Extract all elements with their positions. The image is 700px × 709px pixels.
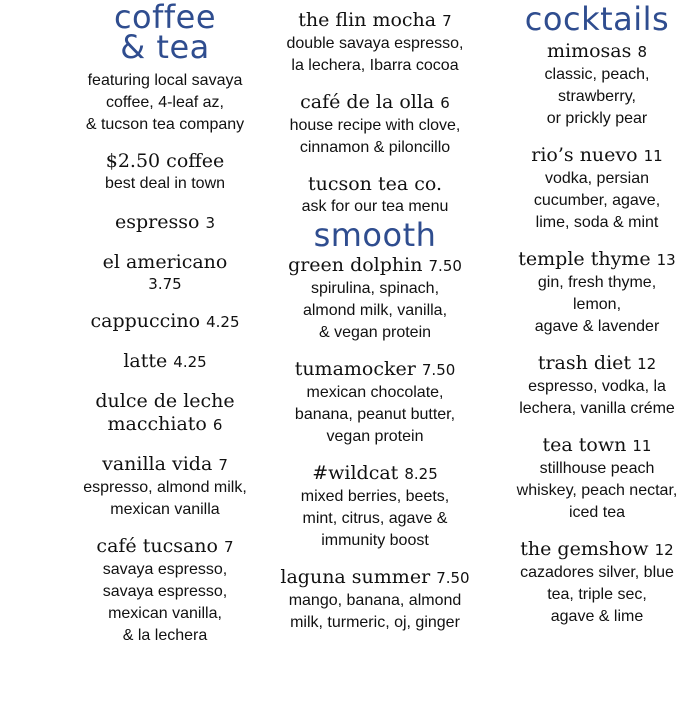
item-desc: spirulina, spinach, (310, 280, 440, 297)
menu-item-green-dolphin (263, 254, 487, 278)
item-name: the gemshow (520, 538, 649, 560)
item-desc: savaya espresso, (102, 583, 228, 600)
menu-item-cappuccino (50, 310, 280, 334)
item-name: macchiato (107, 413, 207, 435)
menu-item-rios-nuevo (494, 144, 700, 168)
item-price: 7.50 (421, 361, 456, 379)
item-desc: classic, peach, (544, 66, 650, 83)
item-price: 8.25 (404, 465, 438, 483)
menu-item-the-gemshow (494, 538, 700, 562)
menu-item-americano: el americano (102, 251, 228, 273)
item-price: 7.50 (428, 257, 462, 275)
item-name: tumamocker (294, 358, 416, 380)
deal-name: $2.50 coffee (105, 150, 225, 172)
item-desc: mexican chocolate, (306, 384, 444, 401)
item-desc: mexican vanilla (110, 501, 220, 518)
item-price: 3 (205, 214, 216, 232)
item-desc: lechera, vanilla créme (519, 400, 675, 417)
item-name: vanilla vida (102, 453, 213, 475)
item-price: 12 (637, 355, 657, 373)
menu-item-tumamocker (263, 358, 487, 382)
item-name: trash diet (537, 352, 632, 374)
item-desc: espresso, vodka, la (528, 378, 666, 395)
menu-item-tucson-tea: tucson tea co. (307, 173, 442, 195)
cocktails-heading: cocktails (524, 0, 670, 38)
deal-desc: best deal in town (104, 175, 226, 192)
item-price: 7 (218, 456, 228, 474)
item-desc: agave & lime (550, 608, 644, 625)
item-name: café tucsano (96, 535, 218, 557)
menu-item-flin-mocha (263, 9, 487, 33)
item-desc: mexican vanilla, (108, 605, 222, 622)
item-price: 12 (654, 541, 674, 559)
item-desc: savaya espresso, (102, 561, 228, 578)
menu-item-temple-thyme (494, 248, 700, 272)
item-price: 3.75 (148, 275, 182, 293)
menu-item-latte (50, 350, 280, 374)
item-name: laguna summer (280, 566, 431, 588)
menu-item-wildcat (263, 462, 487, 486)
menu-item-tea-town (494, 434, 700, 458)
item-price: 6 (440, 94, 450, 112)
tea-heading: & tea (120, 28, 210, 66)
item-name: mimosas (547, 40, 632, 62)
item-price: 7 (224, 538, 234, 556)
smooth-heading: smooth (313, 216, 437, 254)
item-desc: house recipe with clove, (289, 117, 461, 134)
menu-item-cafe-tucsano (50, 535, 280, 559)
item-desc: & la lechera (122, 627, 208, 644)
intro-line: & tucson tea company (85, 116, 245, 133)
item-desc: ask for our tea menu (301, 198, 449, 215)
item-desc: cucumber, agave, (533, 192, 661, 209)
specialty-smooth-column (263, 0, 487, 634)
item-desc: cazadores silver, blue (520, 564, 674, 581)
item-desc: vodka, persian (544, 170, 650, 187)
item-desc: whiskey, peach nectar, (516, 482, 678, 499)
item-name: espresso (114, 211, 200, 233)
item-desc: & vegan protein (318, 324, 432, 341)
item-desc: banana, peanut butter, (294, 406, 456, 423)
item-desc: tea, triple sec, (547, 586, 647, 603)
item-desc: stillhouse peach (539, 460, 655, 477)
item-desc: la lechera, Ibarra cocoa (291, 57, 459, 74)
item-desc: mixed berries, beets, (300, 488, 450, 505)
menu-item-trash-diet (494, 352, 700, 376)
item-price: 7 (442, 12, 452, 30)
item-desc: gin, fresh thyme, (537, 274, 657, 291)
item-price: 6 (212, 416, 223, 434)
item-desc: espresso, almond milk, (83, 479, 247, 496)
item-price: 8 (637, 43, 647, 61)
menu-item-dulce-line2 (50, 413, 280, 437)
menu-item-laguna-summer (263, 566, 487, 590)
item-desc: vegan protein (326, 428, 424, 445)
coffee-tea-column (50, 0, 280, 647)
item-desc: agave & lavender (534, 318, 660, 335)
item-desc: mint, citrus, agave & (302, 510, 448, 527)
item-desc: lemon, (572, 296, 622, 313)
menu-item-cafe-de-la-olla (263, 91, 487, 115)
item-desc: cinnamon & piloncillo (299, 139, 451, 156)
item-desc: milk, turmeric, oj, ginger (290, 614, 460, 631)
menu-item-vanilla-vida (50, 453, 280, 477)
item-name: cappuccino (90, 310, 201, 332)
item-name: latte (123, 350, 168, 372)
item-desc: double savaya espresso, (286, 35, 464, 52)
item-name: #wildcat (312, 462, 399, 484)
item-price: 4.25 (173, 353, 207, 371)
intro-line: featuring local savaya (87, 72, 243, 89)
item-desc: iced tea (568, 504, 626, 521)
item-desc: lime, soda & mint (535, 214, 659, 231)
item-desc: immunity boost (321, 532, 429, 549)
item-desc: almond milk, vanilla, (302, 302, 448, 319)
item-price: 7.50 (436, 569, 470, 587)
item-name: the flin mocha (298, 9, 437, 31)
item-name: green dolphin (288, 254, 423, 276)
item-price: 11 (632, 437, 652, 455)
coffee-heading: coffee (113, 0, 217, 36)
item-desc: or prickly pear (546, 110, 648, 127)
item-price: 13 (656, 251, 676, 269)
item-desc: mango, banana, almond (288, 592, 462, 609)
item-name: café de la olla (300, 91, 435, 113)
cocktails-column (494, 0, 700, 628)
menu-item-dulce: dulce de leche (95, 390, 235, 412)
item-price: 11 (643, 147, 663, 165)
item-name: temple thyme (518, 248, 651, 270)
menu-item-mimosas (494, 40, 700, 64)
item-name: tea town (542, 434, 627, 456)
item-name: rio’s nuevo (531, 144, 638, 166)
intro-line: coffee, 4-leaf az, (106, 94, 224, 111)
item-price: 4.25 (206, 313, 240, 331)
item-desc: strawberry, (558, 88, 636, 105)
menu-item-espresso (50, 211, 280, 235)
